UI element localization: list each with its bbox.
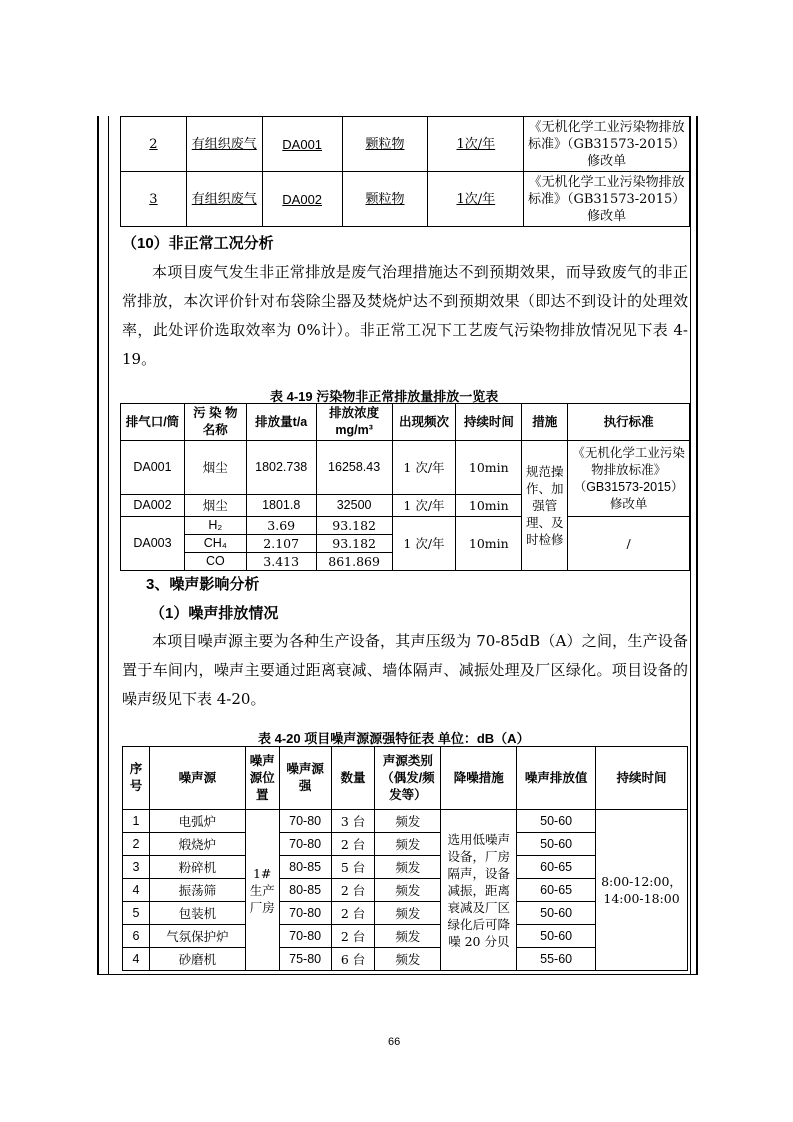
cell-value: 50-60: [517, 925, 596, 948]
cell-no: 2: [123, 833, 150, 856]
cell-duration: 10min: [456, 495, 522, 517]
cell-value: 60-65: [517, 856, 596, 879]
cell-measures: 规范操作、加强管理、及时检修: [522, 441, 568, 571]
table-header: [123, 747, 688, 810]
cell-concentration: 93.182: [316, 535, 392, 553]
header-quantity: 数量: [331, 747, 375, 810]
cell-value: 50-60: [517, 833, 596, 856]
table-row: [121, 117, 690, 172]
cell-amount: 1801.8: [246, 495, 316, 517]
section-3-subheading: （1）噪声排放情况: [150, 605, 279, 622]
cell-location: 1#生产厂房: [245, 810, 279, 971]
section-3-paragraph: 本项目噪声源主要为各种生产设备，其声压级为 70-85dB（A）之间，生产设备置于车间内，噪声主要通过距离衰减、墙体隔声、减振处理及厂区绿化。项目设备的噪声级见下表 4-20。: [122, 632, 688, 708]
header-category: 声源类别（偶发/频发等）: [375, 747, 441, 810]
header-location: 噪声源位置: [245, 747, 279, 810]
section-10-paragraph: 本项目废气发生非正常排放是废气治理措施达不到预期效果，而导致废气的非正常排放，本次评价针对布袋除尘器及焚烧炉达不到预期效果（即达不到设计的处理效率，此处评价选取效率为 0%计）。非正常工况下工艺废气污染物排放情况见下表 4-19。: [122, 263, 688, 368]
cell-category: 频发: [375, 948, 441, 971]
header-measures: 措施: [522, 404, 568, 441]
cell-pollutant: CH₄: [184, 535, 246, 553]
cell-level: 70-80: [279, 925, 331, 948]
cell-outlet: DA001: [121, 441, 185, 495]
header-amount: 排放量t/a: [246, 404, 316, 441]
cell-duration: 10min: [456, 441, 522, 495]
cell-concentration: 93.182: [316, 517, 392, 535]
table-419-caption: 表 4-19 污染物非正常排放量排放一览表: [270, 389, 499, 404]
cell-amount: 2.107: [246, 535, 316, 553]
cell-duration: 8:00-12:00，14:00-18:00: [596, 810, 688, 971]
cell-quantity: 3 台: [331, 810, 375, 833]
cell-outlet: DA003: [121, 517, 185, 571]
cell-pollutant: 烟尘: [184, 441, 246, 495]
cell-category: 频发: [375, 879, 441, 902]
cell-quantity: 2 台: [331, 833, 375, 856]
cell-quantity: 2 台: [331, 879, 375, 902]
table-header: [121, 404, 690, 441]
row-freq: 1次/年: [428, 117, 524, 172]
row-std: 《无机化学工业污染物排放标准》（GB31573-2015）修改单: [524, 117, 690, 172]
cell-source: 砂磨机: [149, 948, 245, 971]
frame-line-left: [108, 116, 109, 975]
cell-category: 频发: [375, 856, 441, 879]
header-standard: 执行标准: [568, 404, 690, 441]
frame-line-right: [690, 116, 691, 975]
cell-frequency: 1 次/年: [392, 441, 456, 495]
row-type: 有组织废气: [186, 172, 262, 227]
cell-level: 80-85: [279, 879, 331, 902]
cell-level: 70-80: [279, 810, 331, 833]
cell-source: 煅烧炉: [149, 833, 245, 856]
cell-value: 55-60: [517, 948, 596, 971]
header-outlet: 排气口/筒: [121, 404, 185, 441]
cell-category: 频发: [375, 902, 441, 925]
cell-no: 5: [123, 902, 150, 925]
cell-no: 6: [123, 925, 150, 948]
table-row: [123, 810, 688, 833]
monitoring-table: [120, 116, 690, 227]
cell-frequency: 1 次/年: [392, 495, 456, 517]
cell-amount: 3.413: [246, 553, 316, 571]
cell-no: 1: [123, 810, 150, 833]
cell-category: 频发: [375, 833, 441, 856]
cell-measures: 选用低噪声设备，厂房隔声，设备减振，距离衰减及厂区绿化后可降噪 20 分贝: [441, 810, 517, 971]
cell-category: 频发: [375, 925, 441, 948]
row-code: DA002: [262, 172, 342, 227]
cell-outlet: DA002: [121, 495, 185, 517]
cell-duration: 10min: [456, 517, 522, 571]
row-no: 2: [121, 117, 187, 172]
cell-pollutant: CO: [184, 553, 246, 571]
cell-level: 70-80: [279, 902, 331, 925]
cell-value: 60-65: [517, 879, 596, 902]
table-419: [120, 403, 690, 571]
cell-quantity: 6 台: [331, 948, 375, 971]
row-no: 3: [121, 172, 187, 227]
cell-level: 75-80: [279, 948, 331, 971]
header-source: 噪声源: [149, 747, 245, 810]
page-number: 66: [388, 1036, 401, 1048]
header-frequency: 出现频次: [392, 404, 456, 441]
cell-frequency: 1 次/年: [392, 517, 456, 571]
cell-quantity: 5 台: [331, 856, 375, 879]
cell-quantity: 2 台: [331, 925, 375, 948]
row-std: 《无机化学工业污染物排放标准》（GB31573-2015）修改单: [524, 172, 690, 227]
header-value: 噪声排放值: [517, 747, 596, 810]
cell-source: 粉碎机: [149, 856, 245, 879]
header-level: 噪声源强: [279, 747, 331, 810]
header-pollutant: 污 染 物名称: [184, 404, 246, 441]
cell-category: 频发: [375, 810, 441, 833]
cell-level: 80-85: [279, 856, 331, 879]
cell-concentration: 16258.43: [316, 441, 392, 495]
header-measures: 降噪措施: [441, 747, 517, 810]
section-10-heading: （10）非正常工况分析: [122, 235, 274, 252]
cell-source: 包装机: [149, 902, 245, 925]
header-concentration: 排放浓度mg/m³: [316, 404, 392, 441]
table-row: [121, 441, 690, 495]
cell-source: 振荡筛: [149, 879, 245, 902]
cell-source: 气氛保护炉: [149, 925, 245, 948]
table-420: [122, 746, 688, 971]
cell-quantity: 2 台: [331, 902, 375, 925]
cell-pollutant: 烟尘: [184, 495, 246, 517]
cell-concentration: 32500: [316, 495, 392, 517]
cell-source: 电弧炉: [149, 810, 245, 833]
cell-level: 70-80: [279, 833, 331, 856]
row-pollutant: 颗粒物: [342, 172, 428, 227]
cell-no: 3: [123, 856, 150, 879]
cell-pollutant: H₂: [184, 517, 246, 535]
row-type: 有组织废气: [186, 117, 262, 172]
row-pollutant: 颗粒物: [342, 117, 428, 172]
table-row: [121, 517, 690, 535]
header-duration: 持续时间: [456, 404, 522, 441]
table-420-caption: 表 4-20 项目噪声源源强特征表 单位：dB（A）: [258, 731, 530, 746]
cell-standard: /: [568, 517, 690, 571]
cell-value: 50-60: [517, 810, 596, 833]
cell-standard: 《无机化学工业污染物排放标准》（GB31573-2015）修改单: [568, 441, 690, 517]
cell-value: 50-60: [517, 902, 596, 925]
row-code: DA001: [262, 117, 342, 172]
cell-amount: 3.69: [246, 517, 316, 535]
cell-no: 4: [123, 879, 150, 902]
cell-no: 4: [123, 948, 150, 971]
section-3-heading: 3、噪声影响分析: [146, 576, 260, 593]
header-duration: 持续时间: [596, 747, 688, 810]
table-row: [121, 172, 690, 227]
header-no: 序号: [123, 747, 150, 810]
cell-concentration: 861.869: [316, 553, 392, 571]
cell-amount: 1802.738: [246, 441, 316, 495]
row-freq: 1次/年: [428, 172, 524, 227]
